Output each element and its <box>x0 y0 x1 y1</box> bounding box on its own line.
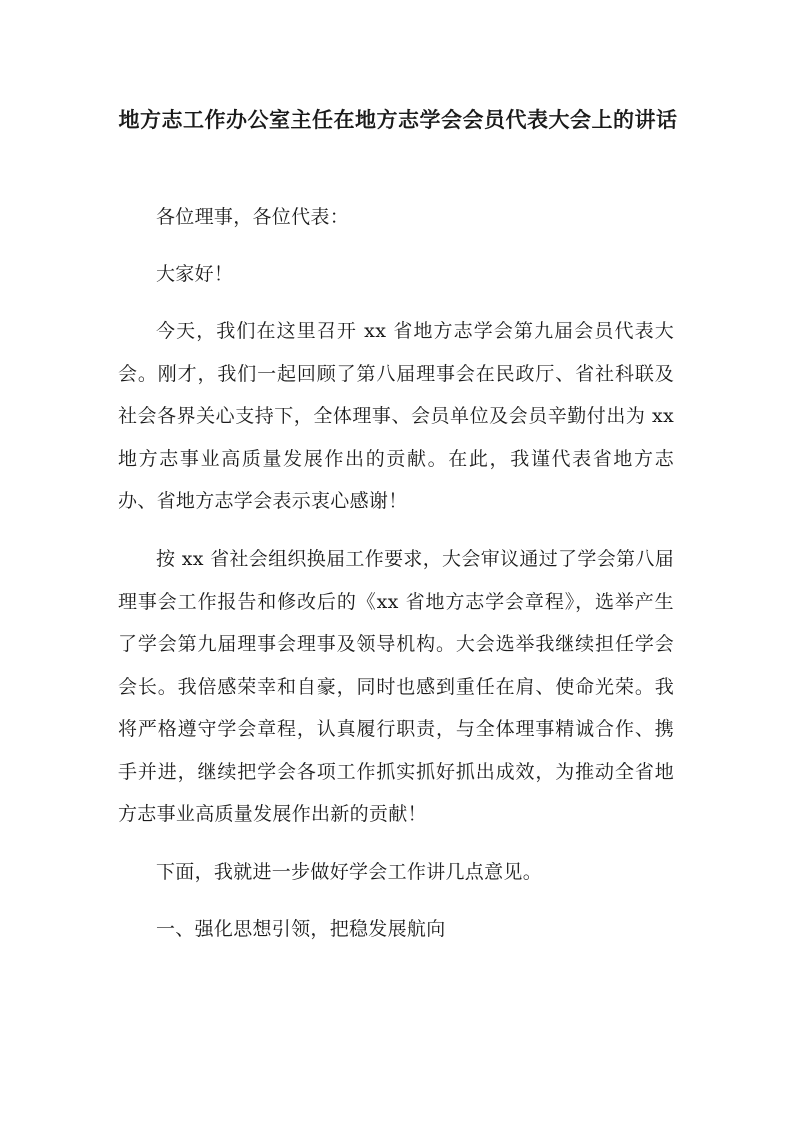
document-title: 地方志工作办公室主任在地方志学会会员代表大会上的讲话 <box>118 108 678 132</box>
opening-paragraph: 今天，我们在这里召开 xx 省地方志学会第九届会员代表大会。刚才，我们一起回顾了第八届理事会在民政厅、省社科联及社会各界关心支持下，全体理事、会员单位及会员辛勤付出为 xx 地方志事业高质量发展作出的贡献。在此，我谨代表省地方志办、省地方志学会表示衷心感谢！ <box>118 320 674 512</box>
greeting-paragraph: 大家好！ <box>156 263 234 285</box>
transition-paragraph: 下面，我就进一步做好学会工作讲几点意见。 <box>156 861 543 883</box>
section-heading-one: 一、强化思想引领，把稳发展航向 <box>156 918 446 940</box>
salutation-paragraph: 各位理事，各位代表： <box>156 206 350 228</box>
election-paragraph: 按 xx 省社会组织换届工作要求，大会审议通过了学会第八届理事会工作报告和修改后的《xx 省地方志学会章程》，选举产生了学会第九届理事会理事及领导机构。大会选举我继续担任学会会长。我倍感荣幸和自豪，同时也感到重任在肩、使命光荣。我将严格遵守学会章程，认真履行职责，与全体理事精诚合作、携手并进，继续把学会各项工作抓实抓好抓出成效，为推动全省地方志事业高质量发展作出新的贡献！ <box>118 548 674 825</box>
